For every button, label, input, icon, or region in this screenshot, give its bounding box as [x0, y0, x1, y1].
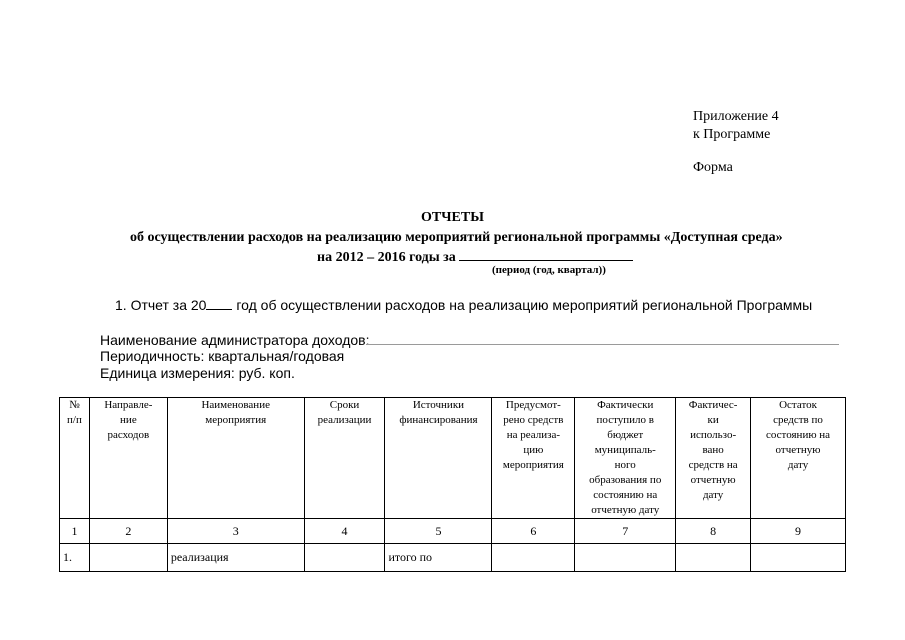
period-blank: [459, 247, 633, 261]
table-cell: [89, 544, 167, 572]
table-cell: реализация: [167, 544, 304, 572]
header-cell: № п/п: [60, 398, 90, 519]
table-cell: [492, 544, 575, 572]
header-cell: Источники финансирования: [385, 398, 492, 519]
column-number-cell: 3: [167, 519, 304, 544]
column-number-row: [60, 519, 846, 544]
unit-line: Единица измерения: руб. коп.: [100, 365, 295, 381]
admin-fill-line: [366, 344, 839, 345]
header-cell: Сроки реализации: [304, 398, 385, 519]
document-subtitle-line-1: об осуществлении расходов на реализацию мероприятий региональной программы «Доступная среда»: [130, 230, 783, 245]
column-number-cell: 5: [385, 519, 492, 544]
table-cell: 1.: [60, 544, 90, 572]
header-cell: Наименование мероприятия: [167, 398, 304, 519]
appendix-line-1: Приложение 4: [693, 109, 779, 124]
section-heading: [115, 297, 812, 313]
column-number-cell: 8: [676, 519, 751, 544]
admin-label: Наименование администратора доходов:: [100, 332, 370, 348]
header-cell: Предусмот- рено средств на реализа- цию мероприятия: [492, 398, 575, 519]
table-cell: итого по: [385, 544, 492, 572]
header-cell: Фактически поступило в бюджет муниципаль- ного образования по состоянию на отчетную дату: [575, 398, 676, 519]
period-hint: (период (год, квартал)): [492, 264, 606, 276]
header-cell: Фактичес- ки использо- вано средств на отчетную дату: [676, 398, 751, 519]
document-title: ОТЧЕТЫ: [421, 210, 484, 225]
section-prefix: 1. Отчет за 20: [115, 297, 207, 313]
table-cell: [575, 544, 676, 572]
header-cell: Остаток средств по состоянию на отчетную дату: [751, 398, 846, 519]
table-header-row: [60, 398, 846, 519]
table-row: [60, 544, 846, 572]
header-cell: Направле- ние расходов: [89, 398, 167, 519]
column-number-cell: 6: [492, 519, 575, 544]
column-number-cell: 1: [60, 519, 90, 544]
report-table: [59, 397, 846, 572]
section-suffix: год об осуществлении расходов на реализацию мероприятий региональной Программы: [236, 297, 813, 313]
column-number-cell: 2: [89, 519, 167, 544]
periodicity-line: Периодичность: квартальная/годовая: [100, 348, 345, 364]
appendix-note: [693, 108, 779, 144]
table-cell: [676, 544, 751, 572]
column-number-cell: 9: [751, 519, 846, 544]
subtitle-line-2-text: на 2012 – 2016 годы за: [317, 250, 456, 265]
year-blank: [206, 297, 232, 310]
form-label: Форма: [693, 160, 733, 175]
column-number-cell: 4: [304, 519, 385, 544]
appendix-line-2: к Программе: [693, 127, 771, 142]
table-cell: [751, 544, 846, 572]
column-number-cell: 7: [575, 519, 676, 544]
table-cell: [304, 544, 385, 572]
